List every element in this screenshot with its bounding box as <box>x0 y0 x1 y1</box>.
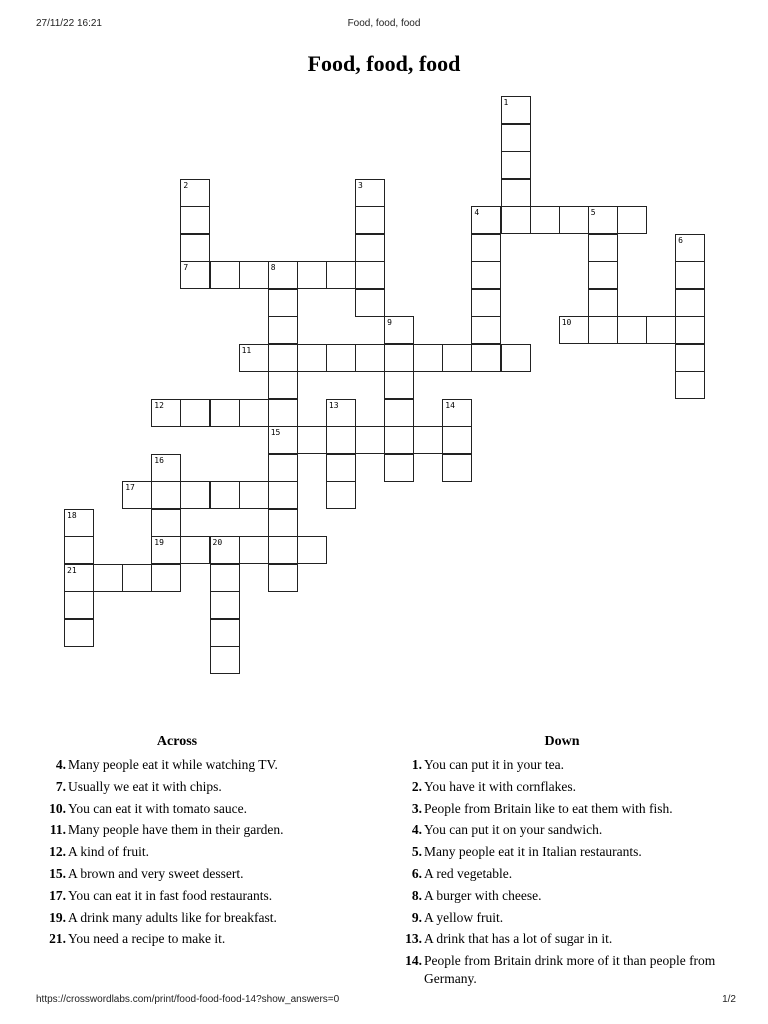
crossword-cell[interactable] <box>326 344 356 372</box>
crossword-cell[interactable] <box>471 344 501 372</box>
clue-number: 4. <box>411 822 422 838</box>
crossword-cell[interactable] <box>617 316 647 344</box>
crossword-cell[interactable] <box>210 481 240 509</box>
crossword-cell[interactable] <box>326 454 356 482</box>
page-title: Food, food, food <box>307 51 461 76</box>
crossword-cell[interactable] <box>559 206 589 234</box>
cell-number: 1 <box>503 98 509 107</box>
crossword-cell[interactable] <box>471 206 501 234</box>
crossword-cell[interactable] <box>384 316 414 344</box>
crossword-cell[interactable] <box>675 234 705 262</box>
crossword-cell[interactable] <box>384 399 414 427</box>
print-datetime: 27/11/22 16:21 <box>36 18 102 29</box>
down-clue <box>392 887 732 905</box>
clue-number: 6. <box>411 865 422 881</box>
crossword-cell[interactable] <box>180 481 210 509</box>
cell-number: 21 <box>67 565 77 575</box>
crossword-cell[interactable] <box>64 591 94 619</box>
crossword-cell[interactable] <box>122 481 152 509</box>
print-header-title: Food, food, food <box>347 18 421 29</box>
down-clue <box>392 843 732 861</box>
cell-number: 7 <box>183 263 189 272</box>
crossword-cell[interactable] <box>210 591 240 619</box>
crossword-cell[interactable] <box>413 344 443 372</box>
cell-number: 8 <box>270 263 276 272</box>
crossword-cell[interactable] <box>675 344 705 372</box>
crossword-cell[interactable] <box>210 564 240 592</box>
crossword-cell[interactable] <box>64 536 94 564</box>
crossword-cell[interactable] <box>268 344 298 372</box>
down-clue <box>392 800 732 818</box>
clue-number: 7. <box>55 778 66 794</box>
clue-text: Usually we eat it with chips. <box>68 778 222 794</box>
cell-number: 2 <box>183 180 189 190</box>
across-clue <box>36 843 356 861</box>
crossword-cell[interactable] <box>64 619 94 647</box>
clue-number: 14. <box>405 953 422 969</box>
crossword-cell[interactable] <box>442 344 472 372</box>
page-number: 1/2 <box>722 994 736 1005</box>
clue-text: A kind of fruit. <box>68 844 149 860</box>
clue-text: You can put it in your tea. <box>424 757 564 772</box>
crossword-cell[interactable] <box>501 124 531 152</box>
crossword-cell[interactable] <box>268 289 298 317</box>
crossword-cell[interactable] <box>471 316 501 344</box>
clue-number: 12. <box>49 844 66 860</box>
clue-number: 3. <box>411 800 422 816</box>
crossword-cell[interactable] <box>675 371 705 399</box>
crossword-cell[interactable] <box>588 234 618 262</box>
crossword-cell[interactable] <box>151 454 181 482</box>
down-clue <box>392 778 732 796</box>
clue-number: 19. <box>49 909 66 925</box>
clue-text: People from Britain like to eat them with fish. <box>424 800 673 816</box>
cell-number: 13 <box>328 400 339 410</box>
crossword-cell[interactable] <box>268 481 298 509</box>
down-clue <box>392 952 732 988</box>
cell-number: 3 <box>358 180 363 190</box>
crossword-cell[interactable] <box>268 316 298 344</box>
crossword-cell[interactable] <box>617 206 647 234</box>
crossword-cell[interactable] <box>501 179 531 207</box>
crossword-cell[interactable] <box>268 426 298 454</box>
clue-text: A burger with cheese. <box>424 887 542 903</box>
crossword-cell[interactable] <box>297 426 327 454</box>
crossword-cell[interactable] <box>151 399 181 427</box>
crossword-cell[interactable] <box>675 289 705 317</box>
clue-text: A drink that has a lot of sugar in it. <box>424 931 613 947</box>
crossword-cell[interactable] <box>384 426 414 454</box>
crossword-cell[interactable] <box>180 179 210 207</box>
crossword-cell[interactable] <box>239 261 269 289</box>
crossword-cell[interactable] <box>268 261 298 289</box>
cell-number: 4 <box>474 208 480 217</box>
cell-number: 10 <box>561 318 572 327</box>
crossword-cell[interactable] <box>501 206 531 234</box>
clue-text: A yellow fruit. <box>424 909 504 925</box>
crossword-cell[interactable] <box>151 481 181 509</box>
crossword-cell[interactable] <box>646 316 676 344</box>
across-clue <box>36 821 356 839</box>
crossword-cell[interactable] <box>180 206 210 234</box>
crossword-cell[interactable] <box>210 261 240 289</box>
across-clue <box>36 800 356 818</box>
clue-number: 1. <box>411 757 422 772</box>
cell-number: 6 <box>678 235 683 245</box>
clue-text: You have it with cornflakes. <box>424 778 576 794</box>
clue-number: 10. <box>49 800 66 816</box>
crossword-cell[interactable] <box>675 261 705 289</box>
clue-text: A brown and very sweet dessert. <box>68 865 244 881</box>
crossword-cell[interactable] <box>355 234 385 262</box>
crossword-cell[interactable] <box>442 454 472 482</box>
cell-number: 16 <box>154 455 164 465</box>
clue-text: Many people eat it in Italian restaurants. <box>424 844 642 860</box>
crossword-cell[interactable] <box>588 316 618 344</box>
crossword-cell[interactable] <box>675 316 705 344</box>
across-clue-list <box>36 756 356 952</box>
crossword-cell[interactable] <box>268 371 298 399</box>
crossword-cell[interactable] <box>180 399 210 427</box>
crossword-cell[interactable] <box>326 481 356 509</box>
clue-number: 17. <box>49 887 66 903</box>
crossword-cell[interactable] <box>297 536 327 564</box>
crossword-cell[interactable] <box>355 206 385 234</box>
clue-text: You can eat it with tomato sauce. <box>68 800 247 816</box>
clue-text: Many people have them in their garden. <box>68 822 284 838</box>
crossword-cell[interactable] <box>442 426 472 454</box>
crossword-cell[interactable] <box>268 536 298 564</box>
crossword-cell[interactable] <box>588 206 618 234</box>
crossword-cell[interactable] <box>210 536 240 564</box>
crossword-cell[interactable] <box>384 454 414 482</box>
crossword-cell[interactable] <box>64 509 94 537</box>
crossword-cell[interactable] <box>471 289 501 317</box>
cell-number: 18 <box>67 510 77 520</box>
crossword-cell[interactable] <box>588 261 618 289</box>
down-clue <box>392 909 732 927</box>
crossword-cell[interactable] <box>239 399 269 427</box>
crossword-cell[interactable] <box>268 564 298 592</box>
down-clue <box>392 756 732 774</box>
clue-number: 9. <box>411 909 422 925</box>
crossword-cell[interactable] <box>210 646 240 674</box>
clue-text: You can eat it in fast food restaurants. <box>68 887 273 903</box>
crossword-cell[interactable] <box>471 234 501 262</box>
crossword-cell[interactable] <box>413 426 443 454</box>
crossword-cell[interactable] <box>93 564 123 592</box>
crossword-cell[interactable] <box>355 261 385 289</box>
clue-number: 21. <box>49 931 66 947</box>
across-clue <box>36 756 356 774</box>
crossword-cell[interactable] <box>326 399 356 427</box>
clue-number: 11. <box>49 822 66 838</box>
clue-text: A drink many adults like for breakfast. <box>68 909 277 925</box>
crossword-cell[interactable] <box>355 426 385 454</box>
down-clue <box>392 821 732 839</box>
crossword-cell[interactable] <box>297 261 327 289</box>
crossword-cell[interactable] <box>559 316 589 344</box>
crossword-cell[interactable] <box>355 179 385 207</box>
print-footer-url: https://crosswordlabs.com/print/food-food-food-14?show_answers=0 <box>36 994 340 1005</box>
cell-number: 9 <box>387 318 392 327</box>
crossword-cell[interactable] <box>210 619 240 647</box>
crossword-cell[interactable] <box>471 261 501 289</box>
crossword-cell[interactable] <box>326 426 356 454</box>
crossword-cell[interactable] <box>268 454 298 482</box>
crossword-cell[interactable] <box>122 564 152 592</box>
crossword-cell[interactable] <box>268 509 298 537</box>
clue-number: 2. <box>411 778 422 794</box>
clue-number: 13. <box>405 931 422 947</box>
cell-number: 11 <box>241 345 252 355</box>
crossword-cell[interactable] <box>501 344 531 372</box>
crossword-cell[interactable] <box>180 536 210 564</box>
across-heading: Across <box>156 734 198 749</box>
cell-number: 14 <box>445 400 455 410</box>
cell-number: 20 <box>212 538 223 547</box>
clue-text: You need a recipe to make it. <box>68 931 226 947</box>
down-heading: Down <box>544 734 580 749</box>
crossword-cell[interactable] <box>151 509 181 537</box>
crossword-cell[interactable] <box>297 344 327 372</box>
crossword-cell[interactable] <box>151 536 181 564</box>
crossword-cell[interactable] <box>239 344 269 372</box>
across-clue <box>36 865 356 883</box>
crossword-cell[interactable] <box>210 399 240 427</box>
crossword-cell[interactable] <box>180 261 210 289</box>
crossword-cell[interactable] <box>239 481 269 509</box>
cell-number: 5 <box>590 208 596 217</box>
clue-text: Many people eat it while watching TV. <box>68 757 278 772</box>
clue-number: 8. <box>411 887 422 903</box>
cell-number: 19 <box>154 538 164 547</box>
crossword-cell[interactable] <box>530 206 560 234</box>
down-clue-list <box>392 756 732 992</box>
cell-number: 15 <box>270 428 281 437</box>
crossword-cell[interactable] <box>442 399 472 427</box>
crossword-cell[interactable] <box>501 151 531 179</box>
clue-text: People from Britain drink more of it than people from Germany. <box>424 953 716 987</box>
crossword-cell[interactable] <box>239 536 269 564</box>
across-clue <box>36 887 356 905</box>
cell-number: 12 <box>154 400 164 410</box>
crossword-cell[interactable] <box>384 344 414 372</box>
crossword-cell[interactable] <box>326 261 356 289</box>
down-clue <box>392 865 732 883</box>
crossword-cell[interactable] <box>180 234 210 262</box>
clue-number: 4. <box>55 757 66 772</box>
crossword-cell[interactable] <box>501 96 531 124</box>
across-clue <box>36 930 356 948</box>
crossword-cell[interactable] <box>355 344 385 372</box>
clue-text: A red vegetable. <box>424 865 513 881</box>
across-clue <box>36 778 356 796</box>
clue-number: 15. <box>49 865 66 881</box>
down-clue <box>392 930 732 948</box>
cell-number: 17 <box>125 483 135 492</box>
clue-number: 5. <box>411 844 422 860</box>
crossword-cell[interactable] <box>268 399 298 427</box>
crossword-cell[interactable] <box>384 371 414 399</box>
crossword-cell[interactable] <box>588 289 618 317</box>
across-clue <box>36 909 356 927</box>
crossword-cell[interactable] <box>151 564 181 592</box>
crossword-cell[interactable] <box>355 289 385 317</box>
crossword-cell[interactable] <box>64 564 94 592</box>
clue-text: You can put it on your sandwich. <box>424 822 603 838</box>
